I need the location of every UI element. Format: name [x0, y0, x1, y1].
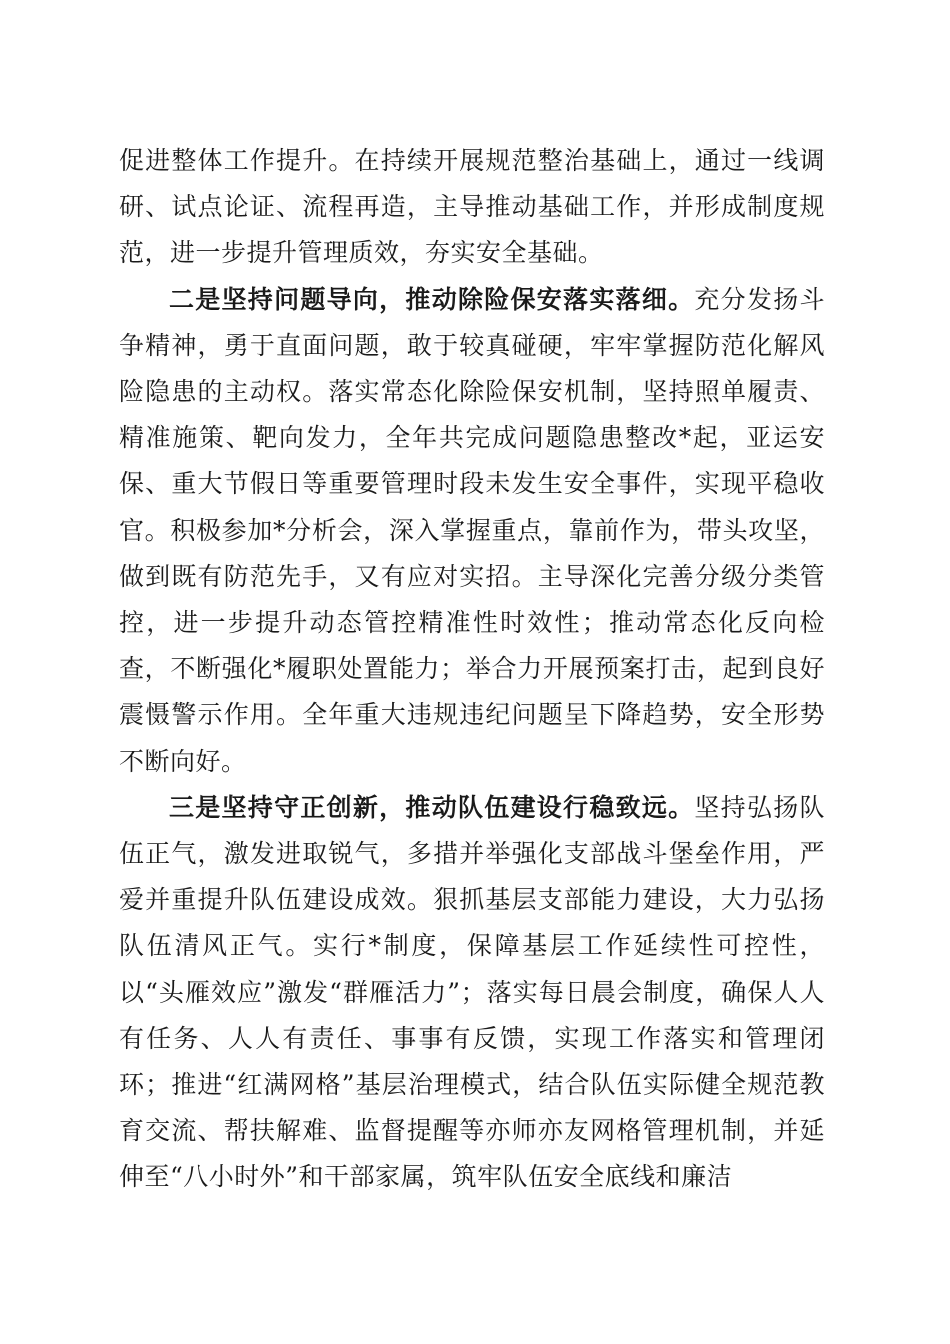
paragraph-continued [119, 138, 825, 277]
paragraph-problem-oriented [119, 277, 825, 785]
paragraph-lead-heading: 三是坚持守正创新，推动队伍建设行稳致远。 [169, 792, 695, 822]
paragraph-body: 促进整体工作提升。在持续开展规范整治基础上，通过一线调研、试点论证、流程再造，主导推动基础工作，并形成制度规范，进一步提升管理质效，夯实安全基础。 [119, 146, 825, 268]
paragraph-lead-heading: 二是坚持问题导向，推动除险保安落实落细。 [169, 284, 695, 314]
paragraph-team-building [119, 785, 825, 1201]
paragraph-body: 坚持弘扬队伍正气，激发进取锐气，多措并举强化支部战斗堡垒作用，严爱并重提升队伍建设成效。狠抓基层支部能力建设，大力弘扬队伍清风正气。实行*制度，保障基层工作延续性可控性，以“头雁效应”激发“群雁活力”；落实每日晨会制度，确保人人有任务、人人有责任、事事有反馈，实现工作落实和管理闭环；推进“红满网格”基层治理模式，结合队伍实际健全规范教育交流、帮扶解难、监督提醒等亦师亦友网格管理机制，并延伸至“八小时外”和干部家属，筑牢队伍安全底线和廉洁 [119, 792, 825, 1192]
paragraph-body: 充分发扬斗争精神，勇于直面问题，敢于较真碰硬，牢牢掌握防范化解风险隐患的主动权。落实常态化除险保安机制，坚持照单履责、精准施策、靶向发力，全年共完成问题隐患整改*起，亚运安保、重大节假日等重要管理时段未发生安全事件，实现平稳收官。积极参加*分析会，深入掌握重点，靠前作为，带头攻坚，做到既有防范先手，又有应对实招。主导深化完善分级分类管控，进一步提升动态管控精准性时效性；推动常态化反向检查，不断强化*履职处置能力；举合力开展预案打击，起到良好震慑警示作用。全年重大违规违纪问题呈下降趋势，安全形势不断向好。 [119, 284, 825, 776]
document-page [119, 138, 825, 1201]
